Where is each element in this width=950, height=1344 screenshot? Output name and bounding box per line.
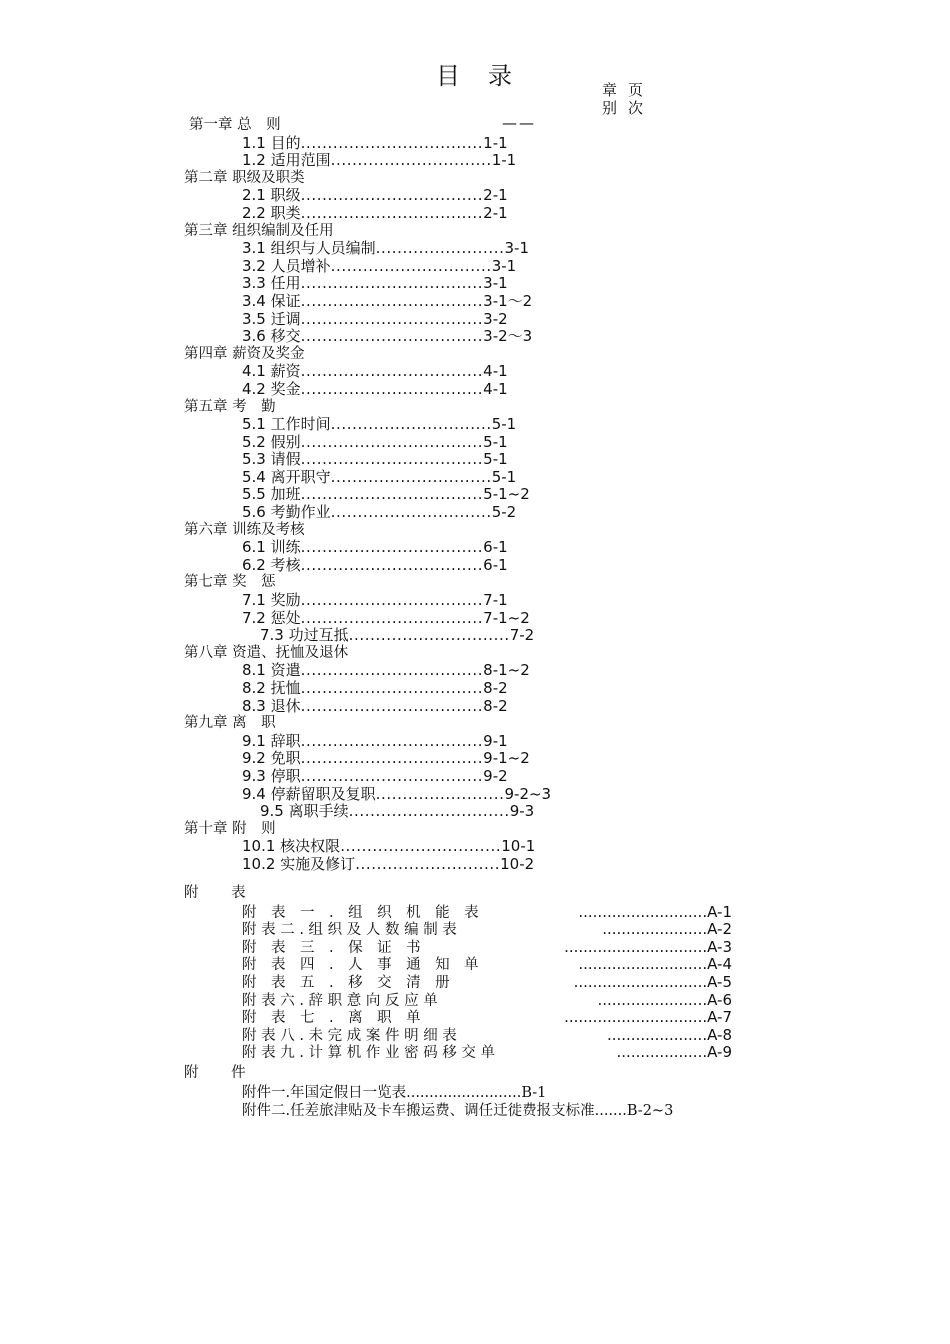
- toc-entry[interactable]: [184, 786, 744, 804]
- section-number: 10.2: [242, 854, 281, 873]
- page-number: 5-1: [483, 432, 508, 451]
- chapter-title: 第六章 训练及考核: [184, 521, 305, 538]
- page-number: 4-1: [483, 362, 508, 381]
- page-number: 3-1: [504, 239, 529, 258]
- toc-entry[interactable]: [184, 275, 744, 293]
- appendix-name: 附 表 四 . 人 事 通 知 单: [242, 957, 479, 974]
- section-name: 迁调: [270, 309, 301, 328]
- section-name: 停薪留职及复职: [270, 784, 376, 803]
- section-number: 5.5: [242, 485, 271, 504]
- section-number: 3.1: [242, 239, 271, 258]
- section-name: 考核: [270, 555, 301, 574]
- page-number: A-4: [707, 955, 732, 974]
- page-number: 6-1: [483, 555, 508, 574]
- page-number: A-2: [707, 920, 732, 939]
- appendix-page-group: [607, 1027, 732, 1045]
- page-number: 9-2~3: [504, 784, 552, 803]
- section-name: 训练: [270, 538, 301, 557]
- chapter-title: 第四章 薪资及奖金: [184, 345, 305, 362]
- section-number: 3.3: [242, 274, 271, 293]
- appendix-tables-heading: 附 表: [184, 884, 260, 901]
- section-name: 加班: [270, 485, 301, 504]
- page-number: 5-1~2: [483, 485, 530, 504]
- section-number: 8.2: [242, 679, 271, 697]
- section-name: 资遣: [270, 661, 301, 680]
- section-name: 移交: [270, 327, 301, 346]
- chapter-title: 第七章 奖 惩: [184, 574, 276, 591]
- column-header-chapter-2: 别: [602, 99, 618, 117]
- appendix-table-entry[interactable]: [184, 974, 732, 992]
- section-name: 实施及修订: [280, 854, 356, 873]
- attachment-entry[interactable]: [184, 1102, 744, 1120]
- column-header-chapter-1: 章: [602, 81, 618, 99]
- leader-dots: ......................: [602, 920, 708, 939]
- leader-dots: ..................................: [300, 362, 484, 381]
- toc-title: 目 录: [436, 62, 514, 90]
- toc-entry[interactable]: [184, 557, 744, 575]
- leader-dots: ..............................: [330, 467, 492, 486]
- section-name: 请假: [270, 450, 301, 469]
- appendix-name: 附 表 一 . 组 织 机 能 表: [242, 904, 479, 921]
- toc-entry[interactable]: [184, 205, 744, 223]
- toc-entry[interactable]: [184, 698, 744, 716]
- appendix-name: 附 表 五 . 移 交 清 册: [242, 974, 450, 991]
- page-number: A-1: [707, 902, 732, 921]
- page-number: 6-1: [483, 538, 508, 557]
- section-name: 保证: [270, 291, 301, 310]
- section-name: 奖励: [270, 591, 301, 610]
- section-name: 考勤作业: [270, 503, 331, 522]
- leader-dots: ..............................: [330, 151, 492, 170]
- chapter-title: 第二章 职级及职类: [184, 169, 305, 186]
- leader-dots: ..................................: [300, 379, 484, 398]
- column-dash: ——: [502, 114, 536, 132]
- section-name: 工作时间: [270, 415, 331, 434]
- leader-dots: ..................................: [300, 661, 484, 680]
- appendix-name: 附 表 六 . 辞 职 意 向 反 应 单: [242, 992, 438, 1009]
- toc-entry[interactable]: [184, 240, 744, 258]
- leader-dots: ..............................: [330, 415, 492, 434]
- section-name: 假别: [270, 432, 301, 451]
- leader-dots: ..............................: [564, 937, 708, 956]
- column-header: [602, 81, 654, 117]
- section-number: 3.6: [242, 327, 271, 346]
- section-number: 2.1: [242, 186, 271, 205]
- appendix-page-group: [578, 956, 732, 974]
- toc-entry[interactable]: [184, 451, 744, 469]
- toc-entry[interactable]: [184, 856, 744, 874]
- chapter-title: 第十章 附 则: [184, 820, 276, 837]
- toc-entry[interactable]: [184, 363, 744, 381]
- leader-dots: ..................................: [300, 133, 484, 152]
- toc-entry[interactable]: [184, 733, 744, 751]
- page-number: 8-2: [483, 679, 508, 697]
- page-number: 9-1: [483, 731, 508, 750]
- section-name: 停职: [270, 766, 301, 785]
- toc-entry[interactable]: [184, 381, 744, 399]
- appendix-name: 附 表 二 . 组 织 及 人 数 编 制 表: [242, 922, 457, 939]
- toc-entry[interactable]: [184, 434, 744, 452]
- leader-dots: ...........................: [578, 902, 708, 921]
- appendix-name: 附 表 八 . 未 完 成 案 件 明 细 表: [242, 1027, 457, 1044]
- leader-dots: ..............................: [330, 256, 492, 275]
- toc-entry[interactable]: [184, 610, 744, 628]
- page-number: 9-1~2: [483, 749, 530, 768]
- section-number: 8.3: [242, 696, 271, 715]
- leader-dots: ..................................: [300, 186, 484, 205]
- page-number: 9-3: [509, 802, 535, 821]
- appendix-table-entry[interactable]: [184, 1044, 732, 1062]
- section-name: 退休: [270, 696, 301, 715]
- page-number: 7-1~2: [483, 608, 530, 627]
- section-name: 职级: [270, 186, 301, 205]
- leader-dots: ..................................: [300, 731, 484, 750]
- appendix-page-group: [564, 939, 732, 957]
- page-number: A-9: [707, 1043, 732, 1062]
- section-number: 2.2: [242, 203, 271, 222]
- appendix-name: 附 表 三 . 保 证 书: [242, 939, 421, 956]
- leader-dots: ..................................: [300, 591, 484, 610]
- leader-dots: .......................: [597, 990, 708, 1009]
- leader-dots: ..................................: [300, 485, 484, 504]
- leader-dots: ..............................: [348, 626, 510, 645]
- attachment-name: 附件一.年国定假日一览表: [242, 1084, 407, 1101]
- page-number: 3-1: [483, 274, 508, 293]
- page-number: A-5: [707, 972, 732, 991]
- section-number: 5.3: [242, 450, 271, 469]
- section-number: 9.1: [242, 731, 271, 750]
- section-name: 薪资: [270, 362, 301, 381]
- page-number: 3-1～2: [483, 291, 533, 310]
- section-number: 7.2: [242, 608, 271, 627]
- page-number: 7-2: [509, 626, 535, 645]
- section-number: 1.2: [242, 151, 271, 170]
- section-name: 离开职守: [270, 467, 331, 486]
- leader-dots: ..................................: [300, 291, 484, 310]
- leader-dots: ..................................: [300, 749, 484, 768]
- leader-dots: ..................................: [300, 608, 484, 627]
- leader-dots: ........................: [375, 239, 505, 258]
- page-number: A-3: [707, 937, 732, 956]
- section-name: 职类: [270, 203, 301, 222]
- section-name: 免职: [270, 749, 301, 768]
- chapter-title: 第五章 考 勤: [184, 398, 276, 415]
- appendix-page-group: [597, 992, 732, 1010]
- appendix-table-entry[interactable]: [184, 1009, 732, 1027]
- attachment-entry[interactable]: [184, 1084, 744, 1102]
- leader-dots: ..................................: [300, 274, 484, 293]
- toc-entry[interactable]: [184, 768, 744, 786]
- section-number: 10.1: [242, 837, 281, 856]
- section-number: 4.1: [242, 362, 271, 381]
- appendix-table-entry[interactable]: [184, 921, 732, 939]
- toc-entry[interactable]: [184, 803, 744, 821]
- page-number: A-8: [707, 1025, 732, 1044]
- leader-dots: ...................: [616, 1043, 708, 1062]
- section-name: 核决权限: [280, 837, 341, 856]
- page-number: 5-1: [491, 467, 517, 486]
- toc-entry[interactable]: [184, 592, 744, 610]
- section-name: 离职手续: [288, 802, 349, 821]
- section-number: 3.4: [242, 291, 271, 310]
- leader-dots: ........................: [375, 784, 505, 803]
- chapter-title: 第八章 资遣、抚恤及退休: [184, 644, 349, 661]
- section-name: 人员增补: [270, 256, 331, 275]
- table-of-contents: [184, 117, 744, 1120]
- toc-entry[interactable]: [184, 152, 744, 170]
- appendix-page-group: [602, 921, 732, 939]
- toc-entry[interactable]: [184, 416, 744, 434]
- page-number: 8-2: [483, 696, 508, 715]
- toc-entry[interactable]: [184, 680, 744, 698]
- section-number: 5.6: [242, 503, 271, 522]
- toc-entry[interactable]: [184, 311, 744, 329]
- leader-dots: ..............................: [564, 1008, 708, 1027]
- appendix-table-entry[interactable]: [184, 939, 732, 957]
- toc-entry[interactable]: [184, 258, 744, 276]
- section-name: 组织与人员编制: [270, 239, 376, 258]
- column-header-page-1: 页: [628, 81, 644, 99]
- appendix-table-entry[interactable]: [184, 904, 732, 922]
- spacer: [184, 874, 744, 882]
- section-name: 功过互抵: [288, 626, 349, 645]
- appendix-table-entry[interactable]: [184, 1027, 732, 1045]
- page-number: 1-1: [491, 151, 517, 170]
- toc-entry[interactable]: [184, 627, 744, 645]
- chapter-title: 第一章 总 则: [189, 117, 281, 133]
- leader-dots: ............................: [573, 972, 708, 991]
- toc-entry[interactable]: [184, 293, 744, 311]
- section-number: 3.2: [242, 256, 271, 275]
- page-number: 10-1: [501, 837, 536, 856]
- appendix-table-entry[interactable]: [184, 956, 732, 974]
- page-number: 3-2～3: [483, 327, 533, 346]
- leader-dots: ..................................: [300, 432, 484, 451]
- leader-dots: ..................................: [300, 696, 484, 715]
- leader-dots: ..................................: [300, 203, 484, 222]
- toc-entry[interactable]: [184, 838, 744, 856]
- section-number: 6.1: [242, 538, 271, 557]
- toc-entry[interactable]: [184, 328, 744, 346]
- attachments-heading: 附 件: [184, 1064, 260, 1081]
- page-number: 2-1: [483, 186, 508, 205]
- leader-dots: ..............................: [348, 802, 510, 821]
- leader-dots: ..................................: [300, 309, 484, 328]
- section-number: 8.1: [242, 661, 271, 680]
- section-name: 目的: [270, 133, 301, 152]
- leader-dots: ...........................: [578, 955, 708, 974]
- page-number: B-1: [521, 1084, 547, 1101]
- section-name: 适用范围: [270, 151, 331, 170]
- page-number: 5-1: [491, 415, 517, 434]
- appendix-page-group: [578, 904, 732, 922]
- appendix-page-group: [617, 1044, 732, 1062]
- chapter-title: 第三章 组织编制及任用: [184, 222, 334, 239]
- appendix-page-group: [574, 974, 732, 992]
- leader-dots: ..............................: [330, 503, 492, 522]
- appendix-name: 附 表 九 . 计 算 机 作 业 密 码 移 交 单: [242, 1045, 496, 1062]
- chapter-title: 第九章 离 职: [184, 715, 276, 732]
- page-number: 10-2: [500, 854, 535, 873]
- page-number: 3-1: [491, 256, 517, 275]
- section-number: 6.2: [242, 555, 271, 574]
- section-name: 抚恤: [270, 679, 301, 697]
- section-number: 3.5: [242, 309, 271, 328]
- page-number: 1-1: [483, 133, 508, 152]
- section-number: 7.3: [260, 626, 289, 645]
- page-number: A-7: [707, 1008, 732, 1027]
- section-name: 奖金: [270, 379, 301, 398]
- section-name: 辞职: [270, 731, 301, 750]
- leader-dots: ..............................: [340, 837, 502, 856]
- column-header-page-2: 次: [628, 99, 644, 117]
- section-name: 惩处: [270, 608, 301, 627]
- page-number: A-6: [707, 990, 732, 1009]
- leader-dots: .........................: [406, 1084, 522, 1101]
- page-number: 5-1: [483, 450, 508, 469]
- toc-entry[interactable]: [184, 750, 744, 768]
- section-number: 9.5: [260, 802, 289, 821]
- toc-entry[interactable]: [184, 539, 744, 557]
- page-number: 3-2: [483, 309, 508, 328]
- section-number: 5.2: [242, 432, 271, 451]
- leader-dots: ..................................: [300, 766, 484, 785]
- page-number: 9-2: [483, 766, 508, 785]
- page-number: 4-1: [483, 379, 508, 398]
- page-number: 2-1: [483, 203, 508, 222]
- leader-dots: ..................................: [300, 555, 484, 574]
- leader-dots: ...........................: [355, 854, 501, 873]
- section-number: 1.1: [242, 133, 271, 152]
- section-name: 任用: [270, 274, 301, 293]
- page-number: 7-1: [483, 591, 508, 610]
- toc-entry[interactable]: [184, 187, 744, 205]
- page-number: B-2~3: [626, 1102, 674, 1119]
- leader-dots: ..................................: [300, 327, 484, 346]
- section-number: 9.2: [242, 749, 271, 768]
- section-number: 9.4: [242, 784, 271, 803]
- appendix-page-group: [564, 1009, 732, 1027]
- toc-entry[interactable]: [184, 662, 744, 680]
- appendix-table-entry[interactable]: [184, 992, 732, 1010]
- section-number: 4.2: [242, 379, 271, 398]
- toc-entry[interactable]: [184, 504, 744, 522]
- section-number: 5.1: [242, 415, 271, 434]
- appendix-name: 附 表 七 . 离 职 单: [242, 1010, 421, 1027]
- attachment-name: 附件二.任差旅津贴及卡车搬运费、调任迁徙费报支标准: [242, 1102, 595, 1119]
- section-number: 7.1: [242, 591, 271, 610]
- leader-dots: .......: [594, 1102, 627, 1119]
- leader-dots: ..................................: [300, 679, 484, 697]
- toc-entry[interactable]: [184, 135, 744, 153]
- toc-entry[interactable]: [184, 486, 744, 504]
- section-number: 9.3: [242, 766, 271, 785]
- page-number: 8-1~2: [483, 661, 530, 680]
- leader-dots: ..................................: [300, 450, 484, 469]
- page-number: 5-2: [491, 503, 517, 522]
- section-number: 5.4: [242, 467, 271, 486]
- leader-dots: .....................: [606, 1025, 708, 1044]
- toc-entry[interactable]: [184, 469, 744, 487]
- leader-dots: ..................................: [300, 538, 484, 557]
